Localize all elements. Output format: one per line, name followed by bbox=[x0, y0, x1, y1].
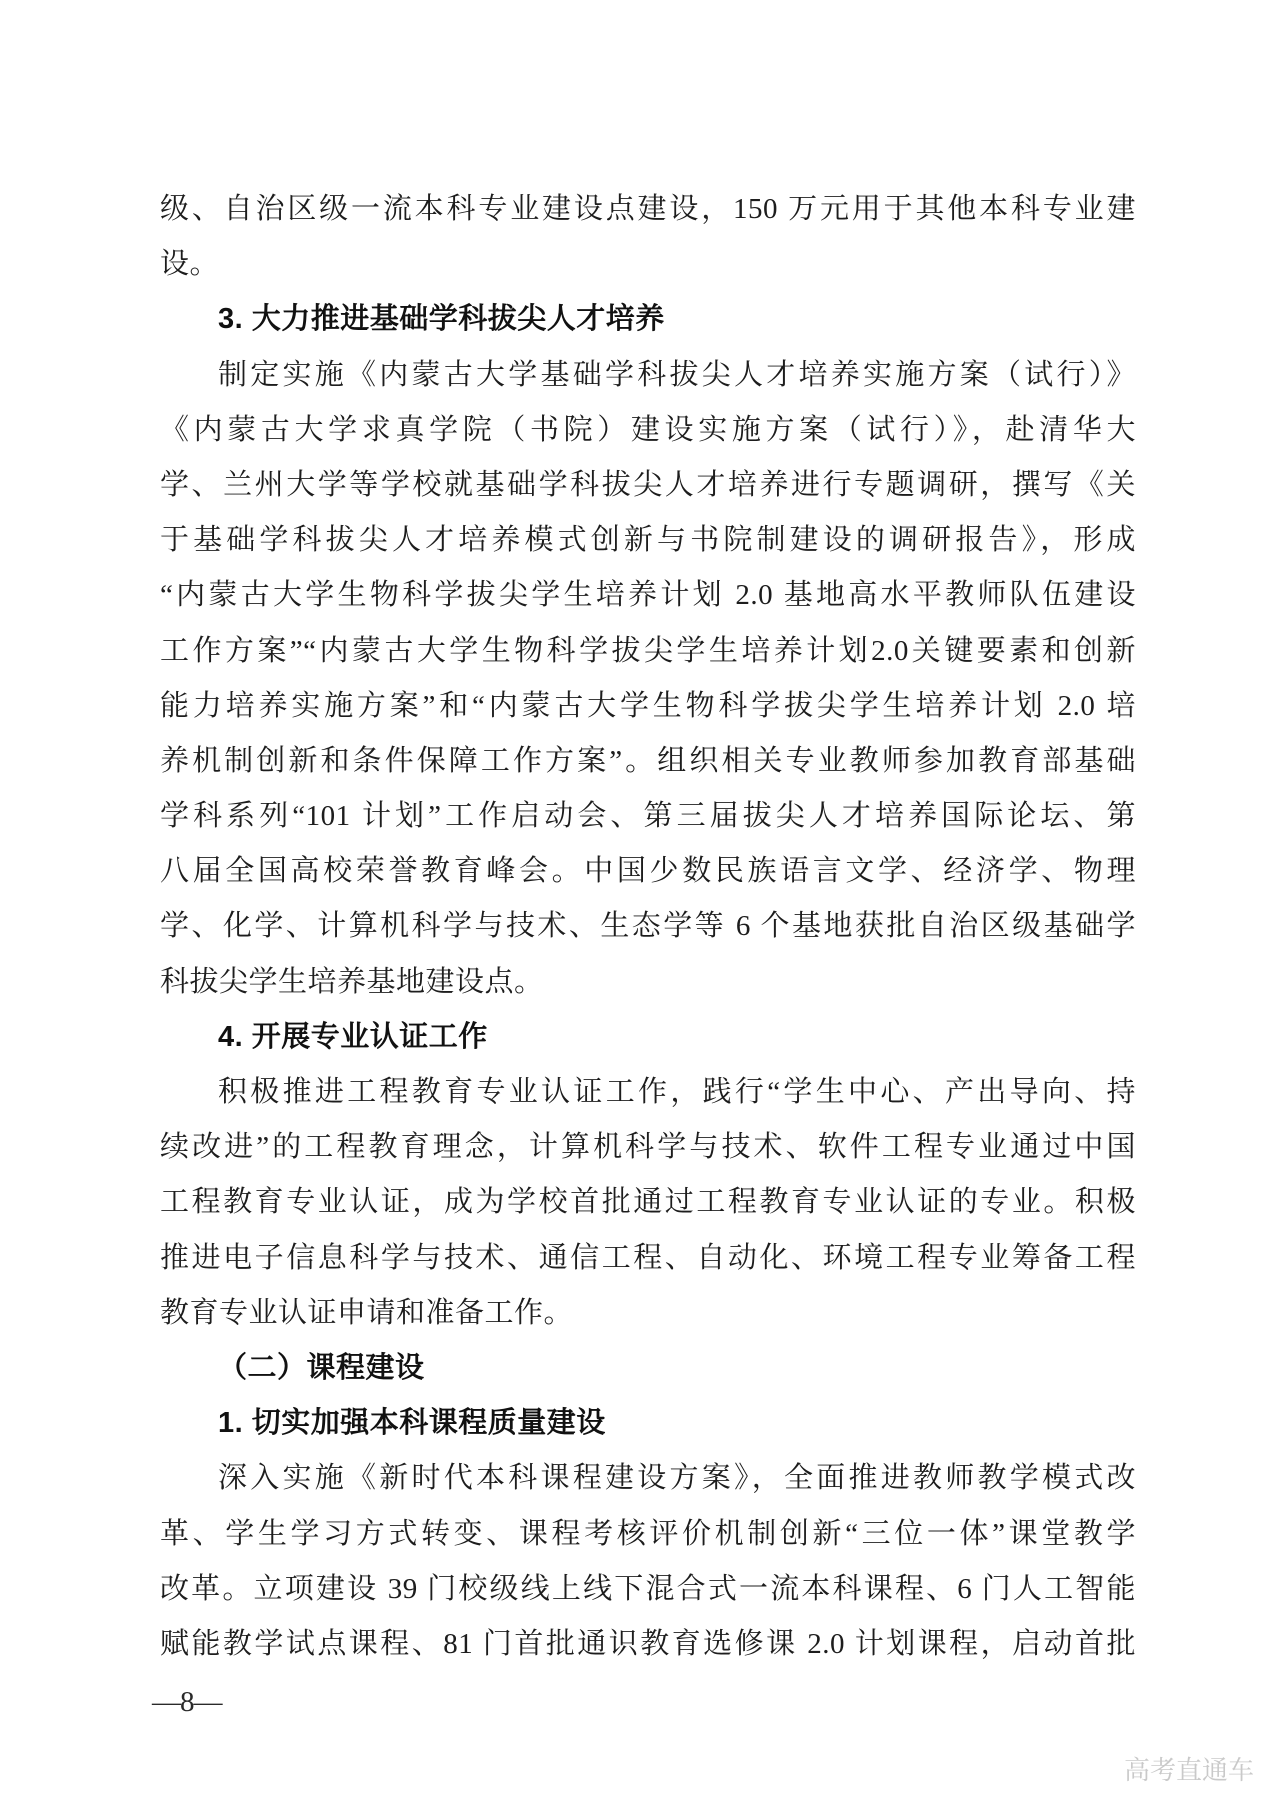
text-line: 八届全国高校荣誉教育峰会。中国少数民族语言文学、经济学、物理 bbox=[160, 855, 1136, 888]
text-line: 革、学生学习方式转变、课程考核评价机制创新“三位一体”课堂教学 bbox=[160, 1517, 1136, 1550]
section-heading-4: 4. 开展专业认证工作 bbox=[218, 1020, 488, 1053]
text-line: 制定实施《内蒙古大学基础学科拔尖人才培养实施方案（试行）》 bbox=[218, 358, 1136, 391]
text-line: 学、兰州大学等学校就基础学科拔尖人才培养进行专题调研，撰写《关 bbox=[160, 468, 1136, 501]
page-number: —8— bbox=[152, 1686, 222, 1718]
text-line: 设。 bbox=[160, 248, 220, 281]
watermark: 高考直通车 bbox=[1123, 1755, 1254, 1785]
document-text-block bbox=[160, 182, 1136, 1672]
text-line: “内蒙古大学生物科学拔尖学生培养计划 2.0 基地高水平教师队伍建设 bbox=[160, 579, 1136, 612]
text-line: 养机制创新和条件保障工作方案”。组织相关专业教师参加教育部基础 bbox=[160, 744, 1136, 777]
text-line: 教育专业认证申请和准备工作。 bbox=[160, 1296, 574, 1329]
text-line: 推进电子信息科学与技术、通信工程、自动化、环境工程专业筹备工程 bbox=[160, 1241, 1136, 1274]
section-heading-1: 1. 切实加强本科课程质量建设 bbox=[218, 1407, 606, 1440]
text-line: 学、化学、计算机科学与技术、生态学等 6 个基地获批自治区级基础学 bbox=[160, 910, 1136, 943]
text-line: 工程教育专业认证，成为学校首批通过工程教育专业认证的专业。积极 bbox=[160, 1186, 1136, 1219]
text-line: 改革。立项建设 39 门校级线上线下混合式一流本科课程、6 门人工智能 bbox=[160, 1572, 1136, 1605]
text-line: 能力培养实施方案”和“内蒙古大学生物科学拔尖学生培养计划 2.0 培 bbox=[160, 689, 1136, 722]
text-line: 赋能教学试点课程、81 门首批通识教育选修课 2.0 计划课程，启动首批 bbox=[160, 1627, 1136, 1660]
text-line: 工作方案”“内蒙古大学生物科学拔尖学生培养计划2.0关键要素和创新 bbox=[160, 634, 1136, 667]
section-heading-3: 3. 大力推进基础学科拔尖人才培养 bbox=[218, 303, 665, 336]
text-line: 学科系列“101 计划”工作启动会、第三届拔尖人才培养国际论坛、第 bbox=[160, 800, 1136, 833]
text-line: 级、自治区级一流本科专业建设点建设，150 万元用于其他本科专业建 bbox=[160, 193, 1136, 225]
text-line: 深入实施《新时代本科课程建设方案》，全面推进教师教学模式改 bbox=[218, 1462, 1136, 1495]
text-line: 科拔尖学生培养基地建设点。 bbox=[160, 965, 544, 998]
text-line: 续改进”的工程教育理念，计算机科学与技术、软件工程专业通过中国 bbox=[160, 1131, 1136, 1164]
text-line: 于基础学科拔尖人才培养模式创新与书院制建设的调研报告》，形成 bbox=[160, 524, 1136, 557]
subsection-heading-2: （二）课程建设 bbox=[218, 1351, 425, 1384]
text-line: 积极推进工程教育专业认证工作，践行“学生中心、产出导向、持 bbox=[218, 1076, 1136, 1108]
text-line: 《内蒙古大学求真学院（书院）建设实施方案（试行）》，赴清华大 bbox=[160, 413, 1136, 446]
